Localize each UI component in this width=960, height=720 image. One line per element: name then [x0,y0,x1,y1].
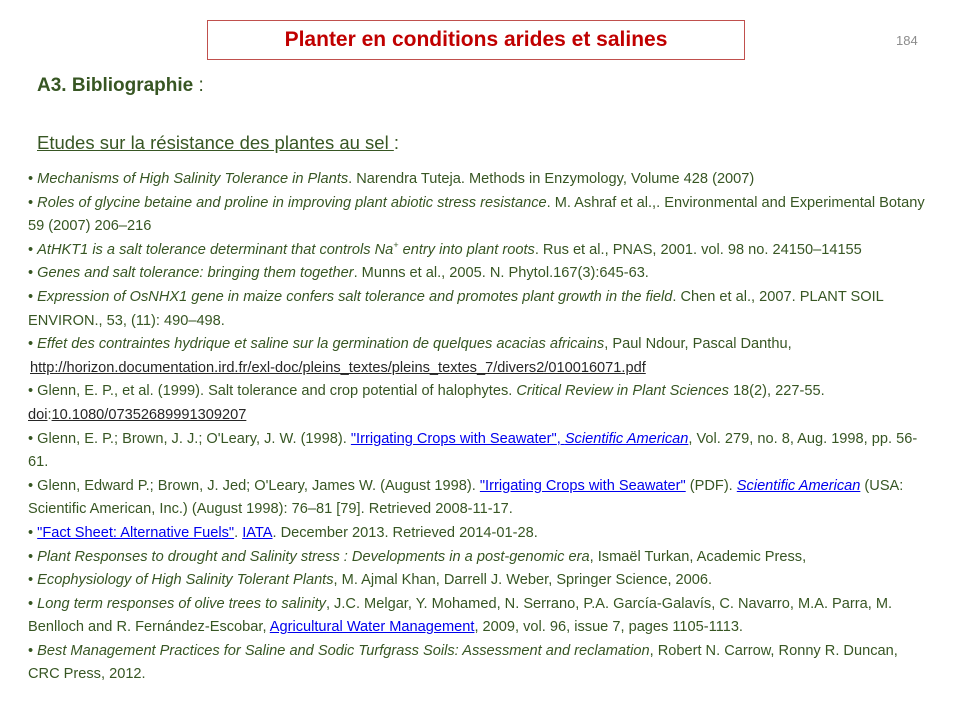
reference-details: . Narendra Tuteja. Methods in Enzymology, Volume 428 (2007) [348,171,755,187]
bullet: • [28,336,34,353]
reference-details: . Munns et al., 2005. N. Phytol.167(3):645-63. [353,265,649,282]
reference-item [28,168,933,192]
bullet: • [28,524,34,541]
journal-link[interactable] [565,431,689,447]
fact-sheet-link[interactable]: "Fact Sheet: Alternative Fuels" [37,524,235,541]
subheading [37,132,399,154]
reference-title-part: entry into plant roots [398,241,535,258]
reference-details: (PDF). [685,477,737,494]
reference-item [28,640,933,687]
page-number: 184 [896,33,918,48]
section-heading-colon: : [198,75,204,96]
reference-details: Glenn, E. P.; Brown, J. J.; O'Leary, J. W. (1998). [37,430,351,447]
reference-details: 18(2), 227-55. [728,383,825,400]
reference-title: Genes and salt tolerance: bringing them together [37,265,354,282]
reference-item [28,569,933,593]
reference-details: . Rus et al., PNAS, 2001. vol. 98 no. 24150–14155 [534,241,862,258]
article-link[interactable]: "Irrigating Crops with Seawater" [350,430,557,447]
reference-item [28,262,933,286]
subheading-text: Etudes sur la résistance des plantes au sel [37,132,394,153]
bullet: • [28,383,34,400]
reference-item [28,286,933,333]
bullet: • [28,642,34,659]
slide-title-box [207,20,745,60]
journal-name: Scientific American [736,477,861,494]
bullet: • [28,548,34,565]
reference-title: Mechanisms of High Salinity Tolerance in Plants [37,171,349,187]
reference-title: Plant Responses to drought and Salinity stress : Developments in a post-genomic era [37,548,590,565]
reference-item [28,192,933,239]
reference-title: Long term responses of olive trees to salinity [37,595,326,612]
reference-details: , M. Ajmal Khan, Darrell J. Weber, Springer Science, 2006. [333,572,713,589]
reference-details: , 2009, vol. 96, issue 7, pages 1105-1113. [474,619,743,636]
reference-details: Glenn, E. P., et al. (1999). Salt tolerance and crop potential of halophytes. [37,383,517,400]
doi-separator: : [47,406,52,423]
reference-item [28,239,933,263]
reference-title: Effet des contraintes hydrique et saline sur la germination de quelques acacias africains [37,336,605,353]
slide-title: Planter en conditions arides et salines [284,28,668,51]
reference-item [28,333,933,380]
reference-details: (USA: Scientific American, Inc.) (August 1998): 76–81 [79]. Retrieved 2008-11-17. [28,477,904,518]
bullet: • [28,171,34,187]
subheading-colon: : [393,132,399,153]
reference-details: . Chen et al., 2007. PLANT SOIL ENVIRON., 53, (11): 490–498. [28,288,884,329]
journal-name: Scientific American [564,430,689,447]
reference-details: , J.C. Melgar, Y. Mohamed, N. Serrano, P.A. García-Galavís, C. Navarro, M.A. Parra, M. Benlloch and R. Fernández-Escobar, [28,595,893,636]
reference-details: . [234,524,243,541]
reference-item [28,593,933,640]
reference-details: , Vol. 279, no. 8, Aug. 1998, pp. 56-61. [28,430,918,471]
reference-details: , Robert N. Carrow, Ronny R. Duncan, CRC Press, 2012. [28,642,898,683]
bullet: • [28,430,34,447]
section-heading-text: A3. Bibliographie [37,75,194,96]
superscript-plus: + [393,239,399,250]
doi-value-link[interactable]: 10.1080/07352689991309207 [51,406,247,423]
section-heading [37,75,204,97]
reference-item [28,475,933,522]
iata-link[interactable]: IATA [242,524,273,541]
reference-title-part: AtHKT1 is a salt tolerance determinant that controls Na [37,241,394,258]
bullet: • [28,241,34,258]
reference-details: , Ismaël Turkan, Academic Press, [589,548,807,565]
journal-link[interactable]: Agricultural Water Management [269,619,475,636]
reference-details: . December 2013. Retrieved 2014-01-28. [272,524,538,541]
reference-list [28,168,933,687]
bullet: • [28,572,34,589]
reference-details: . M. Ashraf et al.,. Environmental and Experimental Botany 59 (2007) 206–216 [28,194,925,235]
bullet: • [28,288,34,305]
journal-name: Critical Review in Plant Sciences [516,383,729,400]
link-separator[interactable]: , [556,430,565,447]
bullet: • [28,265,34,282]
reference-item [28,546,933,570]
reference-details: Glenn, Edward P.; Brown, J. Jed; O'Leary, James W. (August 1998). [37,477,480,494]
doi-link[interactable]: doi [28,406,48,423]
reference-title: Best Management Practices for Saline and Sodic Turfgrass Soils: Assessment and reclamation [37,642,650,659]
bullet: • [28,595,34,612]
bullet: • [28,194,34,211]
reference-title: Expression of OsNHX1 gene in maize confers salt tolerance and promotes plant growth in the field [37,288,673,305]
reference-details: , Paul Ndour, Pascal Danthu, [604,336,792,353]
article-link[interactable]: "Irrigating Crops with Seawater" [479,477,686,494]
reference-item [28,380,933,427]
reference-item [28,428,933,475]
journal-link[interactable] [737,478,861,494]
reference-title: Ecophysiology of High Salinity Tolerant Plants [37,572,334,589]
reference-title [37,239,535,258]
reference-title: Roles of glycine betaine and proline in improving plant abiotic stress resistance [37,194,547,211]
reference-item [28,522,933,546]
pdf-link[interactable]: http://horizon.documentation.ird.fr/exl-doc/pleins_textes/pleins_textes_7/divers2/010016071.pdf [30,359,646,376]
bullet: • [28,477,34,494]
